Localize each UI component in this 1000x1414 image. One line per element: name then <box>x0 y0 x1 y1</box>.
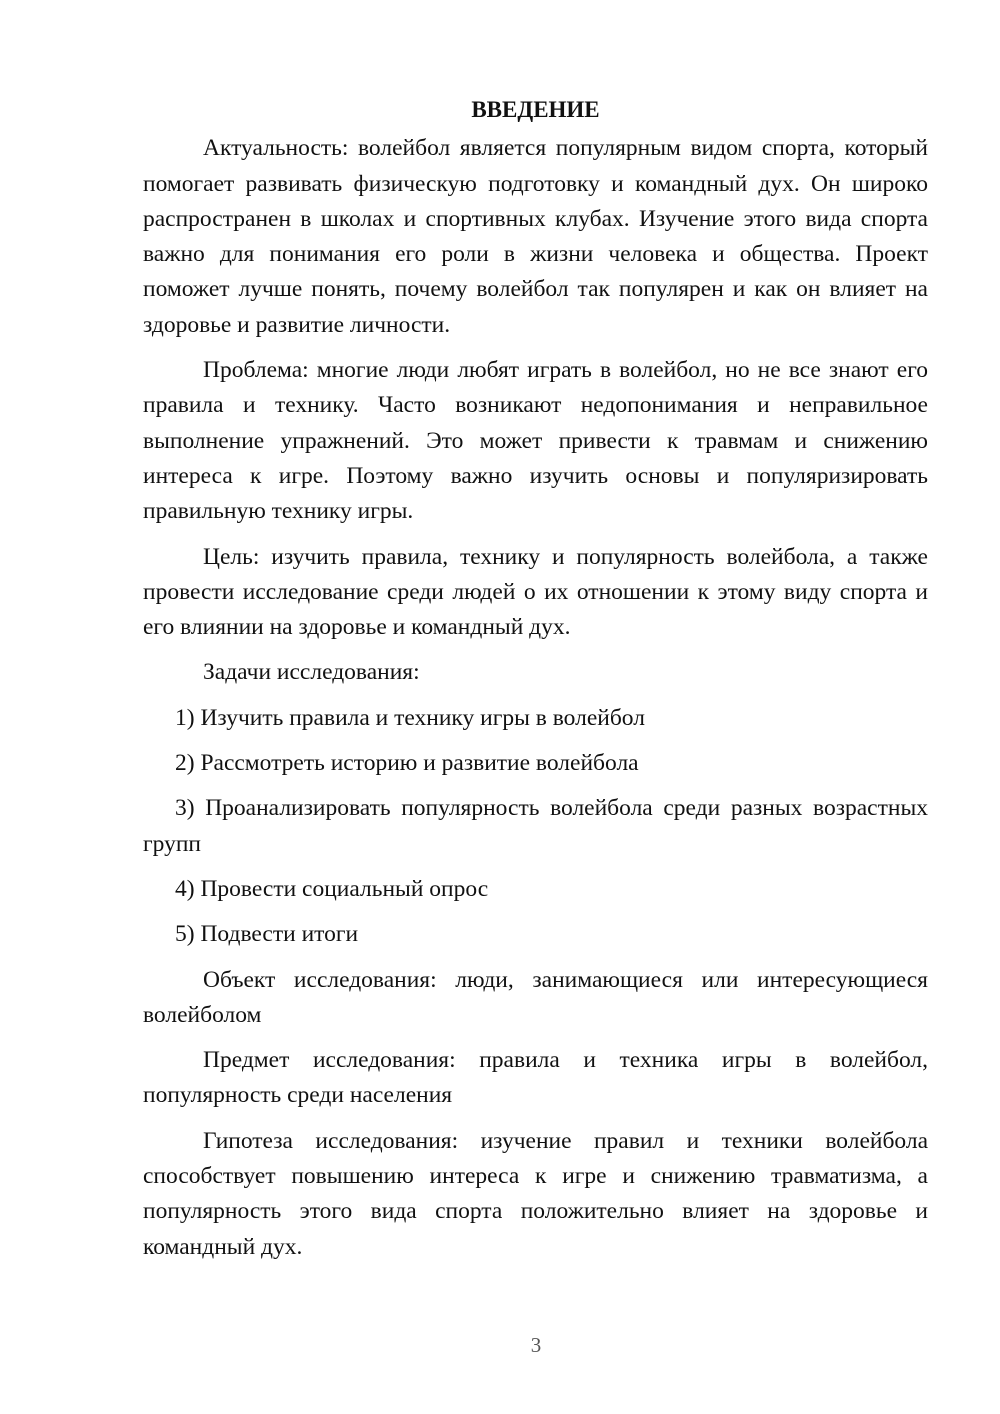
page-content <box>143 92 928 1275</box>
task-item-5: 5) Подвести итоги <box>175 921 359 948</box>
task-item-4: 4) Провести социальный опрос <box>175 875 489 902</box>
task-item-1: 1) Изучить правила и технику игры в волейбол <box>175 704 645 731</box>
task-item-2: 2) Рассмотреть историю и развитие волейбола <box>175 750 639 777</box>
paragraph-problem: Проблема: многие люди любят играть в волейбол, но не все знают его правила и технику. Часто возникают недопонимания и неправильное выполнение упражнений. Это может привести к травмам и снижению интереса к игре. Поэтому важно изучить основы и популяризировать правильную технику игры. <box>143 357 928 525</box>
paragraph-relevance: Актуальность: волейбол является популярным видом спорта, который помогает развивать физическую подготовку и командный дух. Он широко распространен в школах и спортивных клубах. Изучение этого вида спорта важно для понимания его роли в жизни человека и общества. Проект поможет лучше понять, почему волейбол так популярен и как он влияет на здоровье и развитие личности. <box>143 135 928 338</box>
paragraph-object: Объект исследования: люди, занимающиеся или интересующиеся волейболом <box>143 966 928 1028</box>
tasks-heading: Задачи исследования: <box>203 659 420 686</box>
page-title: ВВЕДЕНИЕ <box>471 97 600 122</box>
paragraph-subject: Предмет исследования: правила и техника игры в волейбол, популярность среди населения <box>143 1047 928 1109</box>
page-number: 3 <box>530 1333 542 1357</box>
task-item-3: 3) Проанализировать популярность волейбола среди разных возрастных групп <box>143 795 928 857</box>
paragraph-goal: Цель: изучить правила, технику и популярность волейбола, а также провести исследование среди людей о их отношении к этому виду спорта и его влиянии на здоровье и командный дух. <box>143 543 928 641</box>
paragraph-hypothesis: Гипотеза исследования: изучение правил и техники волейбола способствует повышению интереса к игре и снижению травматизма, а популярность этого вида спорта положительно влияет на здоровье и командный дух. <box>143 1127 928 1260</box>
